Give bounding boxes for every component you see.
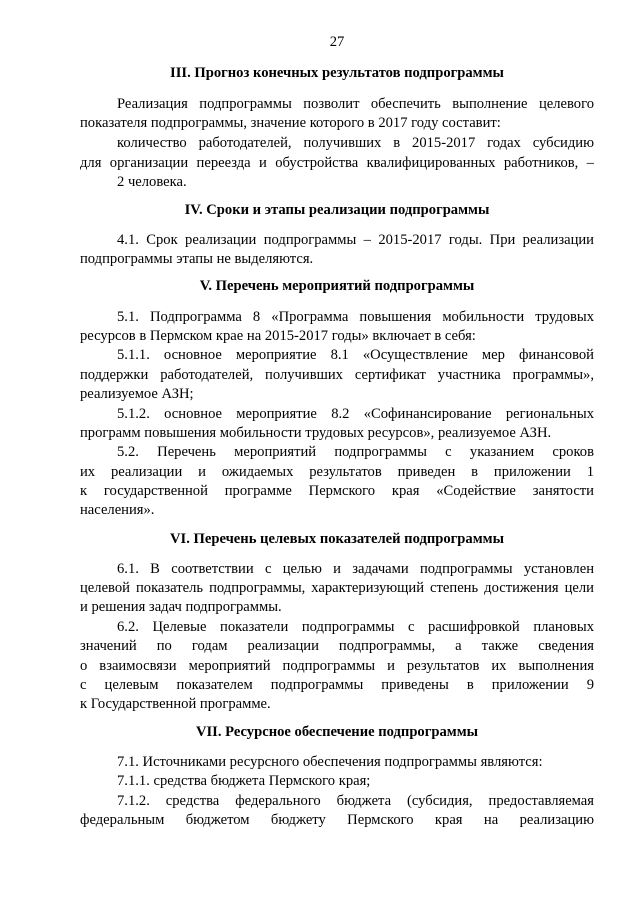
- paragraph-line: программ повышения мобильности трудовых ресурсов», реализуемое АЗН.: [80, 425, 552, 441]
- section-heading: VI. Перечень целевых показателей подпрограммы: [170, 531, 504, 547]
- paragraph-line: 5.1. Подпрограмма 8 «Программа повышения мобильности трудовых: [117, 309, 594, 325]
- paragraph-line: к государственной программе Пермского края «Содействие занятости: [80, 483, 594, 499]
- paragraph-line: 2 человека.: [117, 174, 187, 190]
- paragraph-line: количество работодателей, получивших в 2015-2017 годах субсидию: [117, 135, 594, 151]
- paragraph-line: о взаимосвязи мероприятий подпрограммы и результатов их выполнения: [80, 658, 594, 674]
- paragraph-line: значений по годам реализации подпрограммы, а также сведения: [80, 638, 594, 654]
- paragraph-line: Реализация подпрограммы позволит обеспечить выполнение целевого: [117, 96, 594, 112]
- paragraph-line: с целевым показателем подпрограммы приведены в приложении 9: [80, 677, 594, 693]
- paragraph-line: подпрограммы этапы не выделяются.: [80, 251, 314, 267]
- section-heading: IV. Сроки и этапы реализации подпрограммы: [184, 202, 490, 218]
- paragraph-line: к Государственной программе.: [80, 696, 271, 712]
- paragraph-line: их реализации и ожидаемых результатов приведен в приложении 1: [80, 464, 594, 480]
- paragraph-line: 4.1. Срок реализации подпрограммы – 2015-2017 годы. При реализации: [117, 232, 594, 248]
- paragraph-line: 5.1.2. основное мероприятие 8.2 «Софинансирование региональных: [117, 406, 594, 422]
- section-heading: V. Перечень мероприятий подпрограммы: [199, 278, 475, 294]
- paragraph-line: реализуемое АЗН;: [80, 386, 194, 402]
- paragraph-line: 5.2. Перечень мероприятий подпрограммы с указанием сроков: [117, 444, 594, 460]
- paragraph-line: 5.1.1. основное мероприятие 8.1 «Осуществление мер финансовой: [117, 347, 594, 363]
- paragraph-line: показателя подпрограммы, значение которого в 2017 году составит:: [80, 115, 501, 131]
- paragraph-line: целевой показатель подпрограммы, характеризующий степень достижения цели: [80, 580, 594, 596]
- paragraph-line: населения».: [80, 502, 155, 518]
- paragraph-line: 7.1.2. средства федерального бюджета (субсидия, предоставляемая: [117, 793, 594, 809]
- paragraph-line: 7.1.1. средства бюджета Пермского края;: [117, 773, 371, 789]
- paragraph-line: 7.1. Источниками ресурсного обеспечения подпрограммы являются:: [117, 754, 543, 770]
- section-heading: VII. Ресурсное обеспечение подпрограммы: [195, 724, 479, 740]
- paragraph-line: для организации переезда и обустройства квалифицированных работников, –: [80, 155, 594, 171]
- paragraph-line: ресурсов в Пермском крае на 2015-2017 годы» включает в себя:: [80, 328, 476, 344]
- paragraph-line: 6.2. Целевые показатели подпрограммы с расшифровкой плановых: [117, 619, 594, 635]
- paragraph-line: федеральным бюджетом бюджету Пермского края на реализацию: [80, 812, 594, 828]
- section-heading: III. Прогноз конечных результатов подпрограммы: [170, 65, 504, 81]
- paragraph-line: поддержки работодателей, получивших сертификат участника программы»,: [80, 367, 594, 383]
- page-number: 27: [329, 34, 345, 50]
- paragraph-line: и решения задач подпрограммы.: [80, 599, 282, 615]
- paragraph-line: 6.1. В соответствии с целью и задачами подпрограммы установлен: [117, 561, 594, 577]
